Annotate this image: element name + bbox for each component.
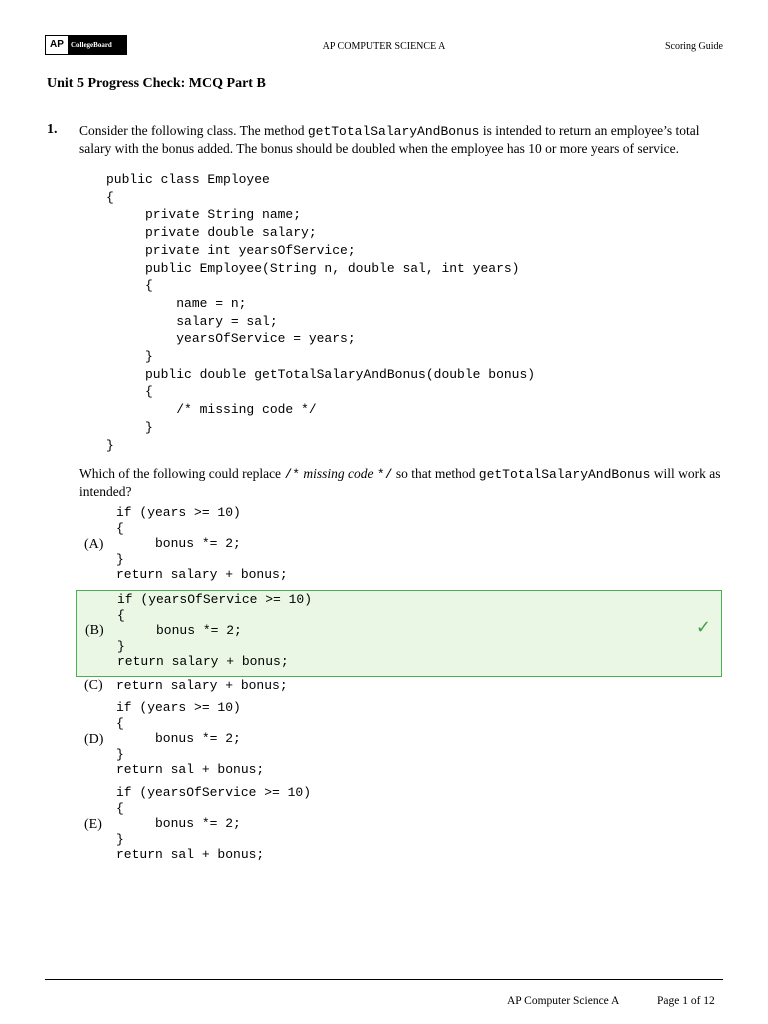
prompt-comment-open: /*	[284, 467, 301, 482]
prompt-text-c: will work as intended?	[79, 466, 721, 499]
choice-b[interactable]	[76, 590, 722, 677]
footer-course: AP Computer Science A	[507, 995, 620, 1007]
choice-b-code: if (yearsOfService >= 10) { bonus *= 2; } return salary + bonus;	[117, 592, 313, 669]
prompt-comment-close: */	[376, 467, 393, 482]
question-prompt	[79, 465, 729, 500]
prompt-missing-code: missing code	[303, 466, 374, 481]
stem-method-name: getTotalSalaryAndBonus	[307, 124, 480, 139]
choice-d[interactable]	[76, 700, 722, 780]
correct-check-icon: ✓	[695, 617, 711, 638]
choice-c-code: return salary + bonus;	[116, 678, 288, 693]
footer-divider	[45, 979, 723, 980]
class-code-block: public class Employee { private String name; private double salary; private int yearsOfService; public Employee(String n, double sal, int years) { name = n; salary = sal; yearsOfService = years; } public double getTotalSalaryAndBonus(double bonus) { /* missing code */ } }	[106, 172, 536, 453]
prompt-text-a: Which of the following could replace	[79, 466, 285, 481]
choice-d-code: if (years >= 10) { bonus *= 2; } return sal + bonus;	[116, 700, 265, 777]
prompt-method-name: getTotalSalaryAndBonus	[478, 467, 651, 482]
header-scoring-guide: Scoring Guide	[664, 41, 723, 52]
choice-e[interactable]	[76, 785, 722, 865]
choice-b-label: (B)	[85, 623, 104, 638]
choice-a-label: (A)	[84, 537, 104, 552]
prompt-text-b: so that method	[392, 466, 479, 481]
logo-ap-text: AP	[46, 36, 68, 54]
question-number: 1.	[47, 122, 58, 137]
choice-a[interactable]	[76, 505, 722, 585]
choice-e-label: (E)	[84, 817, 102, 832]
logo-collegeboard-text: CollegeBoard	[71, 41, 112, 49]
choice-c[interactable]	[76, 678, 722, 696]
stem-text-start: Consider the following class. The method	[79, 123, 308, 138]
stem-text-end: is intended to return an employee’s total salary with the bonus added. The bonus should be doubled when the employee has 10 or more years of service.	[79, 123, 700, 156]
question-stem	[79, 122, 729, 157]
choice-e-code: if (yearsOfService >= 10) { bonus *= 2; } return sal + bonus;	[116, 785, 312, 862]
page-title: Unit 5 Progress Check: MCQ Part B	[47, 76, 266, 91]
choice-c-label: (C)	[84, 678, 103, 693]
header-course-title: AP COMPUTER SCIENCE A	[322, 41, 446, 52]
choice-d-label: (D)	[84, 732, 104, 747]
choice-a-code: if (years >= 10) { bonus *= 2; } return salary + bonus;	[116, 505, 288, 582]
footer-page-number: Page 1 of 12	[657, 995, 715, 1007]
